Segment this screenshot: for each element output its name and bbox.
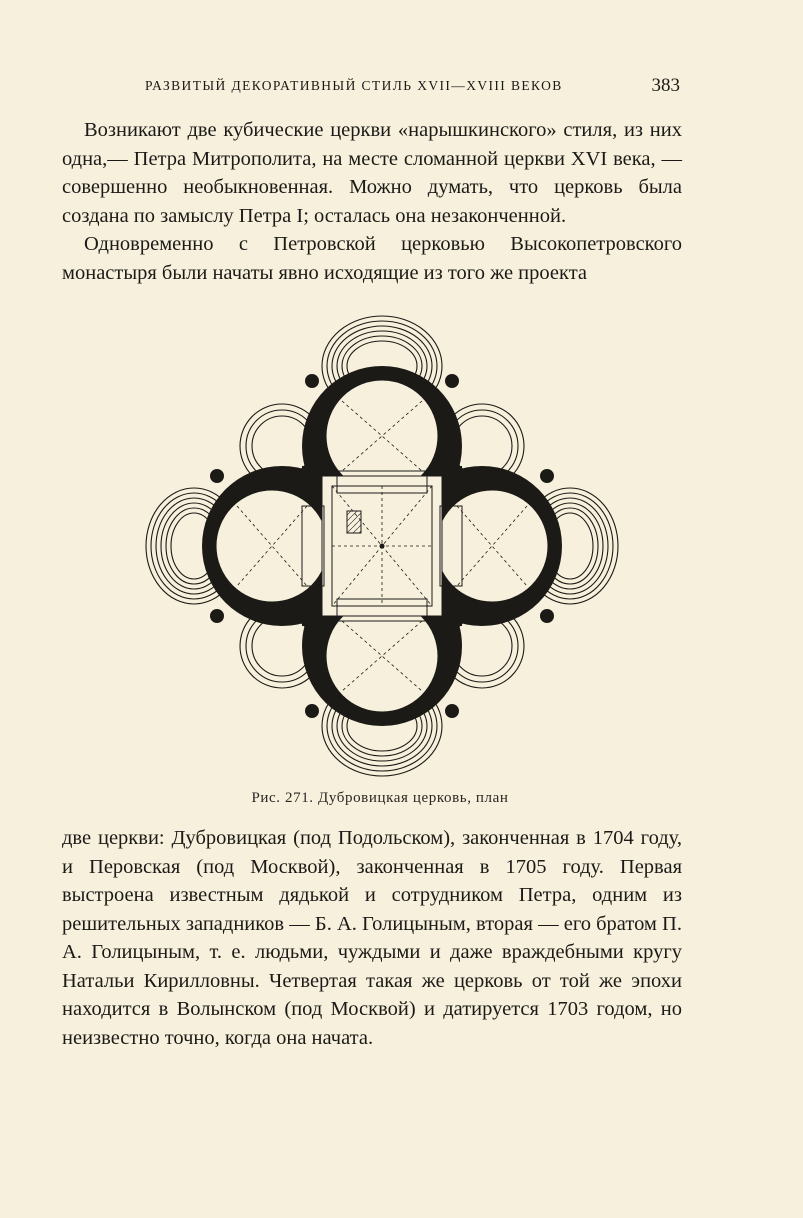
page-number: 383 [651, 75, 680, 96]
running-header-title: РАЗВИТЫЙ ДЕКОРАТИВНЫЙ СТИЛЬ XVII—XVIII ВЕКОВ [145, 78, 563, 93]
text-block-top [62, 116, 682, 287]
church-floor-plan [142, 306, 622, 786]
running-header [145, 74, 680, 98]
paragraph: Одновременно с Петровской церковью Высокопетровского монастыря были начаты явно исходящие из того же проекта [62, 233, 682, 284]
figure-caption: Рис. 271. Дубровицкая церковь, план [251, 790, 509, 806]
paragraph: две церкви: Дубровицкая (под Подольском), законченная в 1704 году, и Перовская (под Москвой), законченная в 1705 году. Первая выстроена известным дядькой и сотрудником Петра, одним из решительных западников — Б. А. Голицыным, вторая — его братом П. А. Голицыным, т. е. людьми, чуждыми и даже враждебными кругу Натальи Кирилловны. Четвертая такая же церковь от той же эпохи находится в Волынском (под Москвой) и датируется 1703 годом, но неизвестно точно, когда она начата. [62, 827, 682, 1049]
text-block-bottom [62, 824, 682, 1052]
paragraph: Возникают две кубические церкви «нарышкинского» стиля, из них одна,— Петра Митрополита, на месте сломанной церкви XVI века, — совершенно необыкновенная. Можно думать, что церковь была создана по замыслу Петра I; осталась она незаконченной. [62, 119, 682, 227]
